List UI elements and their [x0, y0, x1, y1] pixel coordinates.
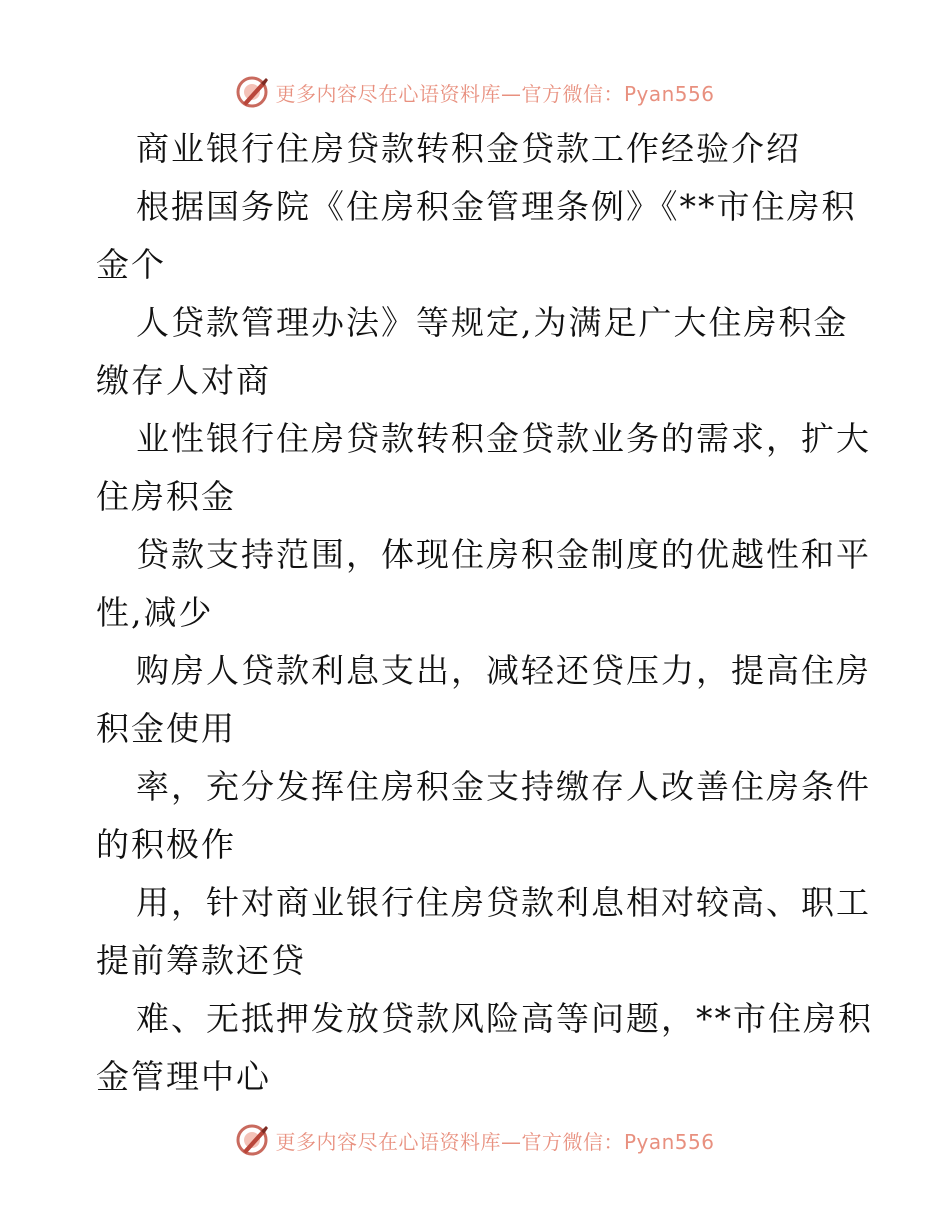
paragraph-line: 的积极作 — [96, 825, 236, 864]
paragraph-line: 缴存人对商 — [96, 361, 271, 400]
document-body — [96, 120, 873, 1106]
paragraph-line: 金管理中心 — [96, 1057, 271, 1096]
paragraph-line: 贷款支持范围，体现住房积金制度的优越性和平 — [136, 535, 871, 574]
paragraph-line: 人贷款管理办法》等规定,为满足广大住房积金 — [136, 303, 849, 342]
paragraph-line: 性,减少 — [96, 593, 214, 632]
watermark-text: 更多内容尽在心语资料库—官方微信：Pyan556 — [275, 1129, 715, 1154]
paragraph-line: 住房积金 — [96, 477, 236, 516]
paragraph-line: 积金使用 — [96, 709, 236, 748]
paragraph-line: 业性银行住房贷款转积金贷款业务的需求，扩大 — [136, 419, 871, 458]
document-title: 商业银行住房贷款转积金贷款工作经验介绍 — [136, 129, 801, 168]
paragraph-line: 根据国务院《住房积金管理条例》《**市住房积 — [136, 187, 857, 226]
paragraph-line: 购房人贷款利息支出，减轻还贷压力，提高住房 — [136, 651, 871, 690]
watermark-text: 更多内容尽在心语资料库—官方微信：Pyan556 — [275, 81, 715, 106]
paragraph-line: 难、无抵押发放贷款风险高等问题，**市住房积 — [136, 999, 873, 1038]
paragraph-line: 用，针对商业银行住房贷款利息相对较高、职工 — [136, 883, 871, 922]
paragraph-line: 提前筹款还贷 — [96, 941, 306, 980]
pen-seal-icon — [235, 75, 269, 109]
paragraph-line: 率，充分发挥住房积金支持缴存人改善住房条件 — [136, 767, 871, 806]
header-watermark — [0, 72, 950, 112]
pen-seal-icon — [235, 1123, 269, 1157]
footer-watermark — [0, 1120, 950, 1160]
paragraph-line: 金个 — [96, 245, 166, 284]
